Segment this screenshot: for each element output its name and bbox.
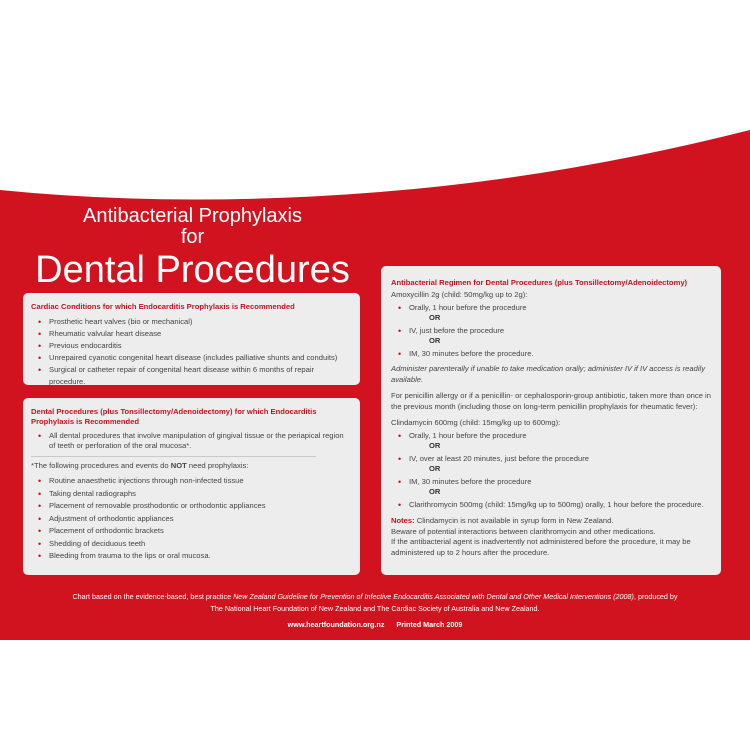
clarithromycin-option [391, 500, 711, 511]
list-item: • Orally, 1 hour before the procedure [398, 431, 711, 442]
page-title [10, 205, 375, 291]
clindamycin-label: Clindamycin 600mg (child: 15mg/kg up to 600mg): [391, 418, 561, 427]
list-item: • Bleeding from trauma to the lips or oral mucosa. [38, 550, 352, 563]
list-item: • Taking dental radiographs [38, 488, 352, 501]
footer [20, 592, 730, 630]
footer-line1 [20, 592, 730, 602]
list-item: • IV, over at least 20 minutes, just before the procedure [398, 454, 711, 465]
list-item: • IM, 30 minutes before the procedure. [398, 349, 711, 360]
footer-line1-a: Chart based on the evidence-based, best practice [72, 592, 234, 601]
allergy-note: For penicillin allergy or if a penicillin- or cephalosporin-group antibiotic, taken more than once in the previous month (including those on long-term penicillin prophylaxis for rheumatic fever): [391, 391, 711, 411]
list-item: • IV, just before the procedure [398, 326, 711, 337]
regimen-panel [381, 266, 721, 575]
footer-line3 [20, 620, 730, 630]
not-needed-list [31, 475, 352, 563]
list-item: • Previous endocarditis [38, 340, 352, 352]
clindamycin-options-2 [391, 454, 711, 465]
notes-line2: Beware of potential interactions between clarithromycin and other medications. [391, 526, 656, 536]
list-item: • Surgical or catheter repair of congenital heart disease within 6 months of repair procedure. [38, 364, 352, 388]
divider [31, 456, 316, 457]
or-label: OR [429, 336, 441, 345]
amoxycillin-options [391, 303, 711, 314]
list-item: • Rheumatic valvular heart disease [38, 328, 352, 340]
title-line2: for [180, 226, 205, 248]
not-needed-intro [31, 461, 352, 471]
parenteral-note: Administer parenterally if unable to take medication orally; administer IV if IV access is readily available. [391, 364, 706, 384]
footer-printed: Printed March 2009 [396, 620, 463, 629]
or-label: OR [429, 313, 441, 322]
list-item: • IM, 30 minutes before the procedure [398, 477, 711, 488]
title-line1: Antibacterial Prophylaxis [83, 205, 302, 227]
note-prefix: *The following procedures and events do [31, 461, 171, 470]
dental-procedures-heading: Dental Procedures (plus Tonsillectomy/Adenoidectomy) for which Endocarditis Prophylaxis is Recommended [31, 407, 317, 426]
or-label: OR [429, 487, 441, 496]
footer-guideline-title: New Zealand Guideline for Prevention of Infective Endocarditis Associated with Dental and Other Medical Interventions (2008) [233, 592, 634, 601]
list-item: • Routine anaesthetic injections through non-infected tissue [38, 475, 352, 488]
list-item: • Adjustment of orthodontic appliances [38, 513, 352, 526]
or-label: OR [429, 464, 441, 473]
list-item: • Prosthetic heart valves (bio or mechanical) [38, 316, 352, 328]
or-label: OR [429, 441, 441, 450]
note-suffix: need prophylaxis: [186, 461, 249, 470]
clindamycin-options-3 [391, 477, 711, 488]
list-item: • Clarithromycin 500mg (child: 15mg/kg up to 500mg) orally, 1 hour before the procedure. [398, 500, 711, 511]
amoxycillin-options-2 [391, 326, 711, 337]
cardiac-conditions-heading: Cardiac Conditions for which Endocarditis Prophylaxis is Recommended [31, 302, 295, 311]
notes-line3: If the antibacterial agent is inadvertently not administered before the procedure, it may be administered up to 2 hours after the procedure. [391, 537, 691, 557]
list-item: • Shedding of deciduous teeth [38, 538, 352, 551]
regimen-heading: Antibacterial Regimen for Dental Procedures (plus Tonsillectomy/Adenoidectomy) [391, 278, 688, 287]
cardiac-conditions-list [31, 316, 352, 388]
amoxycillin-label: Amoxycillin 2g (child: 50mg/kg up to 2g): [391, 290, 528, 299]
list-item: • All dental procedures that involve manipulation of gingival tissue or the periapical region of teeth or perforation of the oral mucosa*. [38, 431, 352, 451]
footer-line1-c: , produced by [633, 592, 678, 601]
cardiac-conditions-panel [23, 293, 360, 385]
list-item: • Orally, 1 hour before the procedure [398, 303, 711, 314]
footer-url-link[interactable]: www.heartfoundation.org.nz [287, 620, 385, 629]
notes-label: Notes: [391, 516, 415, 525]
amoxycillin-options-3 [391, 349, 711, 360]
list-item: • Placement of removable prosthodontic or orthodontic appliances [38, 500, 352, 513]
title-line3: Dental Procedures [35, 249, 350, 291]
list-item: • Unrepaired cyanotic congenital heart disease (includes palliative shunts and conduits) [38, 352, 352, 364]
dental-procedures-list [31, 431, 352, 451]
list-item: • Placement of orthodontic brackets [38, 525, 352, 538]
note-bold: NOT [170, 461, 187, 470]
clindamycin-options [391, 431, 711, 442]
notes-line1: Clindamycin is not available in syrup form in New Zealand. [414, 516, 614, 525]
notes-block [391, 516, 711, 527]
footer-line2: The National Heart Foundation of New Zealand and The Cardiac Society of Australia and New Zealand. [210, 604, 540, 613]
dental-procedures-panel [23, 398, 360, 575]
